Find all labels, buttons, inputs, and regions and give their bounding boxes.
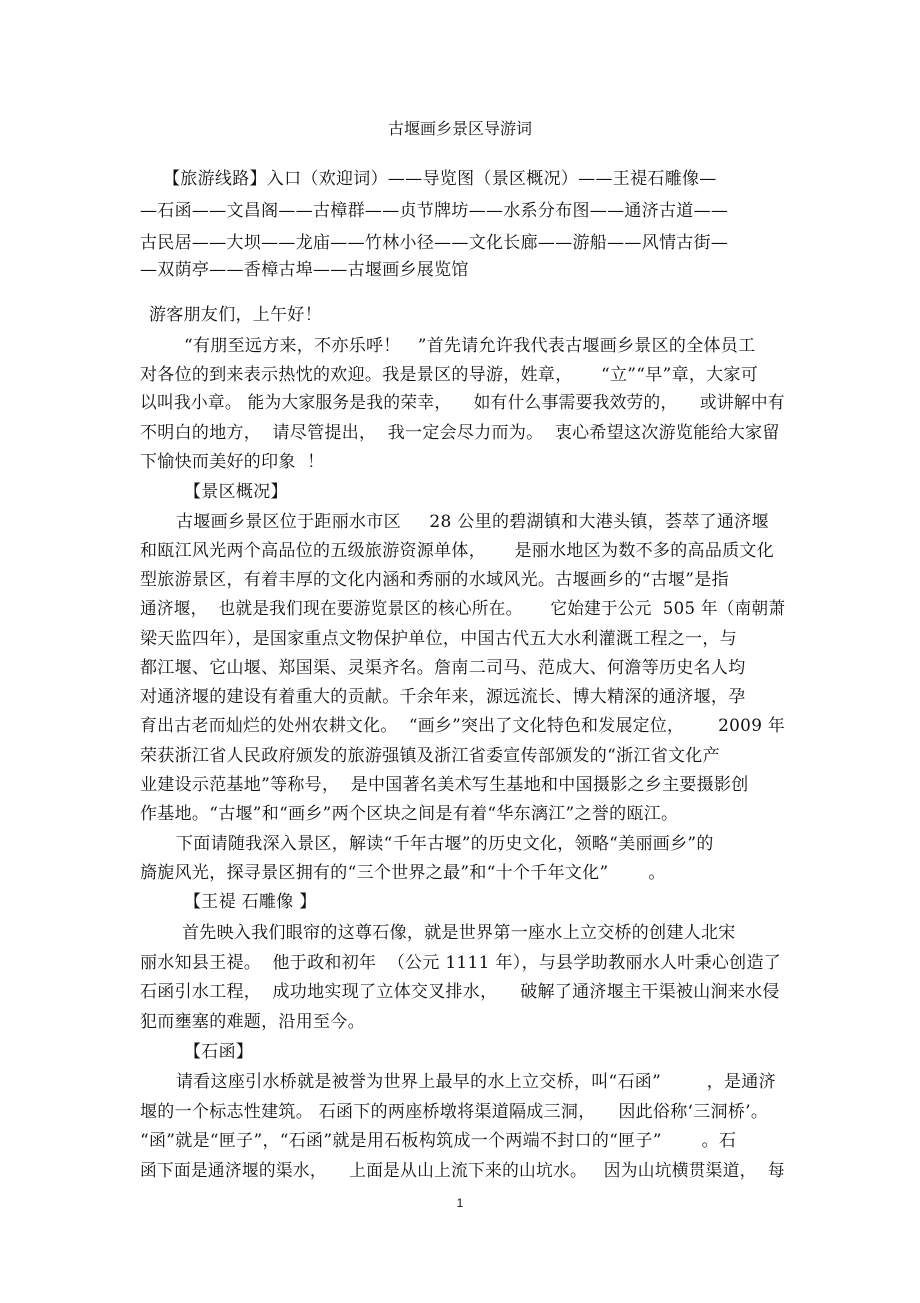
section-heading: 【石函】 bbox=[184, 1042, 254, 1062]
text-line: —石函——文昌阁——古樟群——贞节牌坊——水系分布图——通济古道—— bbox=[140, 201, 729, 221]
text-line: 古民居——大坝——龙庙——竹林小径——文化长廊——游船——风情古街— bbox=[140, 233, 729, 253]
text-line: 旖旎风光，探寻景区拥有的“三个世界之最”和“十个千年文化” 。 bbox=[140, 863, 666, 883]
text-line: 石函引水工程， 成功地实现了立体交叉排水， 破解了通济堰主干渠被山涧来水侵 bbox=[140, 982, 780, 1002]
text-line: 和瓯江风光两个高品位的五级旅游资源单体， 是丽水地区为数不多的高品质文化 bbox=[140, 541, 775, 561]
text-line: 对各位的到来表示热忱的欢迎。我是景区的导游，姓章， “立”“早”章，大家可 bbox=[140, 365, 759, 385]
text-line: 丽水知县王禔。 他于政和初年 （公元 1111 年），与县学助教丽水人叶秉心创造了 bbox=[140, 953, 782, 973]
document-title: 古堰画乡景区导游词 bbox=[387, 119, 532, 138]
text-line: 堰的一个标志性建筑。 石函下的两座桥墩将渠道隔成三洞， 因此俗称‘三洞桥’。 bbox=[140, 1102, 769, 1122]
text-line: 对通济堰的建设有着重大的贡献。千余年来，源远流长、博大精深的通济堰，孕 bbox=[140, 687, 746, 707]
text-line: 型旅游景区，有着丰厚的文化内涵和秀丽的水域风光。古堰画乡的“古堰”是指 bbox=[140, 570, 729, 590]
text-line: 作基地。“古堰”和“画乡”两个区块之间是有着“华东漓江”之誉的瓯江。 bbox=[140, 804, 679, 824]
text-line: 函下面是通济堰的渠水， 上面是从山上流下来的山坑水。 因为山坑横贯渠道， 每 bbox=[140, 1161, 785, 1181]
text-line: 下愉快而美好的印象 ！ bbox=[140, 452, 325, 472]
text-line: 下面请随我深入景区，解读“千年古堰”的历史文化，领略“美丽画乡”的 bbox=[176, 834, 714, 854]
text-line: “函”就是“匣子”，“石函”就是用石板构筑成一个两端不封口的“匣子” 。石 bbox=[140, 1131, 737, 1151]
text-line: “有朋至远方来，不亦乐呼！ ”首先请允许我代表古堰画乡景区的全体员工 bbox=[184, 336, 756, 356]
text-line: 请看这座引水桥就是被誉为世界上最早的水上立交桥，叫“石函” ，是通济 bbox=[176, 1072, 776, 1092]
text-line: 游客朋友们，上午好！ bbox=[149, 305, 322, 325]
text-line: 【旅游线路】入口（欢迎词）——导览图（景区概况）——王禔石雕像— bbox=[163, 169, 717, 189]
text-line: 业建设示范基地”等称号， 是中国著名美术写生基地和中国摄影之乡主要摄影创 bbox=[140, 775, 749, 795]
text-line: 犯而壅塞的难题，沿用至今。 bbox=[140, 1012, 365, 1032]
page-number: 1 bbox=[456, 1196, 464, 1210]
text-line: 首先映入我们眼帘的这尊石像，就是世界第一座水上立交桥的创建人北宋 bbox=[182, 923, 736, 943]
text-line: 不明白的地方， 请尽管提出， 我一定会尽力而为。 衷心希望这次游览能给大家留 bbox=[140, 423, 780, 443]
text-line: 古堰画乡景区位于距丽水市区 28 公里的碧湖镇和大港头镇，荟萃了通济堰 bbox=[176, 512, 769, 532]
text-line: —双荫亭——香樟古埠——古堰画乡展览馆 bbox=[140, 260, 469, 280]
text-line: 荣获浙江省人民政府颁发的旅游强镇及浙江省委宣传部颁发的“浙江省文化产 bbox=[140, 746, 720, 766]
text-line: 以叫我小章。 能为大家服务是我的荣幸， 如有什么事需要我效劳的， 或讲解中有 bbox=[140, 393, 785, 413]
text-line: 都江堰、它山堰、郑国渠、灵渠齐名。詹南二司马、范成大、何澹等历史名人均 bbox=[140, 658, 746, 678]
section-heading: 【景区概况】 bbox=[184, 482, 288, 502]
text-line: 梁天监四年），是国家重点文物保护单位，中国古代五大水利灌溉工程之一，与 bbox=[140, 629, 737, 649]
text-line: 育出古老而灿烂的处州农耕文化。 “画乡”突出了文化特色和发展定位， 2009 年 bbox=[140, 716, 786, 736]
section-heading: 【王禔 石雕像 】 bbox=[184, 892, 317, 912]
text-line: 通济堰， 也就是我们现在要游览景区的核心所在。 它始建于公元 505 年（南朝萧 bbox=[140, 599, 786, 619]
